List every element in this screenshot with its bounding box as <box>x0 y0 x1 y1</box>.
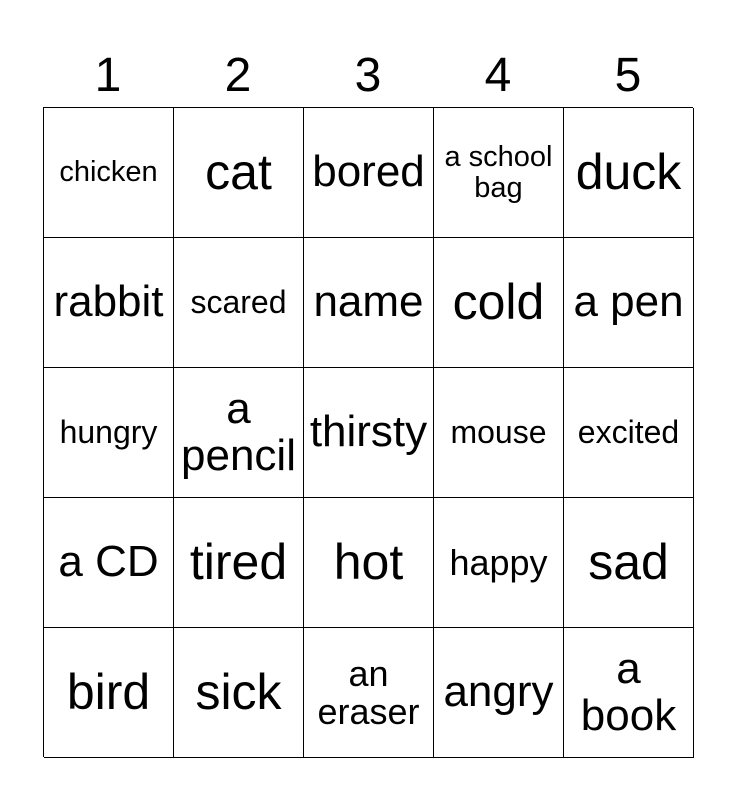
column-header-row <box>43 48 693 104</box>
bingo-cell: an eraser <box>304 628 434 758</box>
bingo-cell: sad <box>564 498 694 628</box>
bingo-cell: scared <box>174 238 304 368</box>
bingo-cell: a CD <box>44 498 174 628</box>
bingo-cell: hungry <box>44 368 174 498</box>
bingo-cell: a pencil <box>174 368 304 498</box>
bingo-cell: cat <box>174 108 304 238</box>
bingo-cell: angry <box>434 628 564 758</box>
bingo-card-grid <box>43 107 693 757</box>
bingo-cell: rabbit <box>44 238 174 368</box>
bingo-cell: cold <box>434 238 564 368</box>
bingo-cell: thirsty <box>304 368 434 498</box>
bingo-cell: bored <box>304 108 434 238</box>
column-number-3: 3 <box>354 49 382 102</box>
column-number-2: 2 <box>224 49 252 102</box>
bingo-cell: excited <box>564 368 694 498</box>
bingo-cell: bird <box>44 628 174 758</box>
bingo-cell: sick <box>174 628 304 758</box>
bingo-cell: hot <box>304 498 434 628</box>
bingo-cell: tired <box>174 498 304 628</box>
bingo-cell: mouse <box>434 368 564 498</box>
column-number-5: 5 <box>614 49 642 102</box>
column-number-4: 4 <box>484 49 512 102</box>
bingo-cell: a school bag <box>434 108 564 238</box>
bingo-cell: name <box>304 238 434 368</box>
bingo-cell: duck <box>564 108 694 238</box>
bingo-cell: a book <box>564 628 694 758</box>
column-number-1: 1 <box>94 49 122 102</box>
bingo-cell: chicken <box>44 108 174 238</box>
bingo-cell: happy <box>434 498 564 628</box>
bingo-cell: a pen <box>564 238 694 368</box>
